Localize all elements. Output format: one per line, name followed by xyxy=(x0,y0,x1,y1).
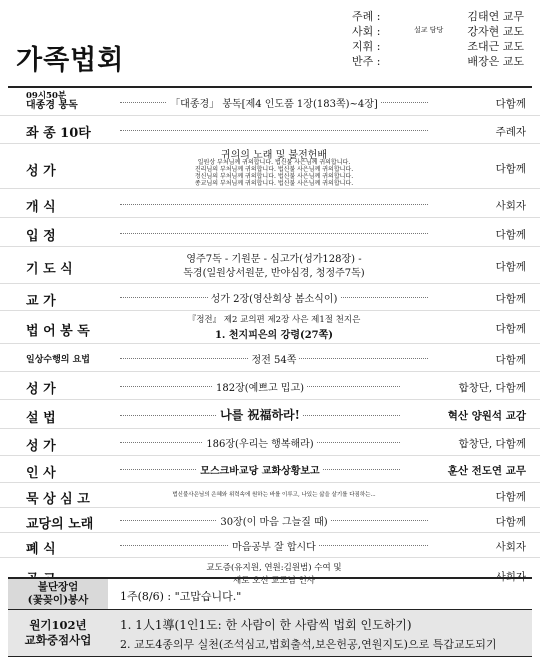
row-right: 다함께 xyxy=(495,293,526,305)
staff-name: 배장은 교도 xyxy=(467,55,524,68)
row-center-2: 1. 천지피은의 강령(27쪽) xyxy=(214,330,334,341)
program-row xyxy=(0,456,540,483)
row-center xyxy=(120,290,428,305)
refuge-line: 정신님의 부처님께 귀의합니다. 법신불 사은님께 귀의합니다. xyxy=(194,173,354,180)
row-label: 개 식 xyxy=(26,200,56,215)
dotted-leader xyxy=(120,130,428,131)
row-label: 입 정 xyxy=(26,229,56,244)
program-row xyxy=(0,311,540,344)
staff-list xyxy=(352,8,532,68)
row-right: 혁산 양원석 교감 xyxy=(447,410,526,422)
program-row xyxy=(0,116,540,144)
staff-name: 김태연 교무 xyxy=(467,10,524,23)
row-right: 다함께 xyxy=(495,491,526,503)
row-label: 폐 식 xyxy=(26,542,56,557)
refuge-line: 일원상 부처님께 귀의합니다. 법신불 사은님께 귀의합니다. xyxy=(197,159,351,166)
program-row xyxy=(0,144,540,189)
dotted-leader xyxy=(120,204,428,205)
row-center xyxy=(120,538,428,553)
staff-role: 반주 : xyxy=(352,55,381,68)
refuge-line: 진리님의 부처님께 귀의합니다. 법신불 사은님께 귀의합니다. xyxy=(194,166,354,173)
program-list xyxy=(0,88,540,591)
row-right: 주례자 xyxy=(495,126,526,138)
row-label: 성 가 xyxy=(26,439,56,454)
row-right: 사회자 xyxy=(495,541,526,553)
footer-table xyxy=(8,577,532,657)
row-center-text: 모스크바교당 교화상황보고 xyxy=(197,466,322,477)
row-time: 09시50분 xyxy=(26,91,67,101)
row-center-text: 「대종경」 봉독[제4 인도품 1장(183쪽)~4장] xyxy=(167,99,381,110)
staff-role: 지휘 : xyxy=(352,40,381,53)
staff-sub: 설교 담당 xyxy=(414,26,444,34)
row-right: 사회자 xyxy=(495,571,526,583)
footer-text: 1주(8/6) : "고맙습니다." xyxy=(120,590,242,603)
program-row xyxy=(0,483,540,508)
row-label: 교 가 xyxy=(26,294,56,309)
staff-name: 조대근 교도 xyxy=(467,40,524,53)
footer-row-mission xyxy=(8,609,532,657)
footer-text-2: 2. 교도4종의무 실천(조석심고,법회출석,보은헌공,연원지도)으로 특갑교도되기 xyxy=(120,638,497,651)
refuge-line: 종교님의 부처님께 귀의합니다. 법신불 사은님께 귀의합니다. xyxy=(194,180,354,187)
staff-row xyxy=(352,23,532,38)
program-row xyxy=(0,508,540,533)
row-center xyxy=(120,95,428,110)
row-right: 합창단, 다함께 xyxy=(458,438,526,450)
row-center: 영주7독 - 기원문 - 심고가(성가128장) - xyxy=(186,254,362,265)
row-right: 합창단, 다함께 xyxy=(458,382,526,394)
row-right: 다함께 xyxy=(495,516,526,528)
refuge-text xyxy=(120,159,428,187)
footer-label: 불단장엄 (꽃꽂이)봉사 xyxy=(8,579,108,611)
row-label: 기 도 식 xyxy=(26,262,73,277)
row-label: 교당의 노래 xyxy=(26,517,94,532)
row-center-text: 186장(우리는 행복해라) xyxy=(203,439,316,450)
staff-row xyxy=(352,38,532,53)
row-label: 좌 종 10타 xyxy=(26,126,91,141)
row-right: 사회자 xyxy=(495,200,526,212)
row-right: 다함께 xyxy=(495,163,526,175)
row-right: 다함께 xyxy=(495,354,526,366)
staff-name: 강자현 교도 xyxy=(467,25,524,38)
program-row xyxy=(0,189,540,218)
footer-row-flower xyxy=(8,577,532,609)
row-center xyxy=(120,379,400,394)
row-center xyxy=(120,435,400,450)
row-center-2: 독경(일원상서원문, 반야심경, 청정주7독) xyxy=(183,268,365,279)
row-right: 다함께 xyxy=(495,229,526,241)
row-center-text: 마음공부 잘 합시다 xyxy=(229,542,319,553)
row-center: 교도증(유지원, 연원:김원범) 수여 및 xyxy=(206,563,342,573)
row-center-text: 성가 2장(영산회상 봄소식이) xyxy=(208,294,341,305)
program-row xyxy=(0,372,540,400)
row-center-text: 정전 54쪽 xyxy=(249,355,300,366)
program-row xyxy=(0,344,540,372)
row-center: 법신불사은님의 은혜와 위력속에 원하는 바를 이루고, 나있는 삶을 살기를 다짐하는... xyxy=(172,492,376,498)
staff-role: 주례 : xyxy=(352,10,381,23)
staff-role: 사회 : xyxy=(352,25,381,38)
row-label xyxy=(26,91,78,111)
footer-text: 1. 1人1導(1인1도: 한 사람이 한 사람씩 법회 인도하기) xyxy=(120,618,412,632)
row-center-text: 182장(예쁘고 밉고) xyxy=(213,383,307,394)
program-row xyxy=(0,400,540,429)
row-center xyxy=(120,406,400,423)
staff-row xyxy=(352,53,532,68)
row-right: 다함께 xyxy=(495,261,526,273)
row-label: 법 어 봉 독 xyxy=(26,324,90,339)
footer-label: 원기102년 교화중점사업 xyxy=(24,618,92,647)
row-center xyxy=(120,351,428,366)
dotted-leader xyxy=(120,233,428,234)
row-center xyxy=(120,513,428,528)
row-label: 성 가 xyxy=(26,382,56,397)
row-label-text: 대종경 봉독 xyxy=(26,100,78,111)
program-row xyxy=(0,218,540,247)
row-right: 다함께 xyxy=(495,323,526,335)
row-right: 훈산 전도연 교무 xyxy=(447,465,526,477)
row-label: 일상수행의 요법 xyxy=(26,355,90,365)
row-label: 인 사 xyxy=(26,466,56,481)
row-center-text: 30장(이 마음 그늘질 때) xyxy=(217,517,330,528)
program-row xyxy=(0,88,540,116)
row-center: 『정전』 제2 교의편 제2장 사은 제1절 천지은 xyxy=(187,315,361,325)
program-row xyxy=(0,533,540,558)
staff-row xyxy=(352,8,532,23)
row-center-text: 귀의의 노래 및 불전헌배 xyxy=(218,150,330,161)
row-center xyxy=(120,462,400,477)
page-title: 가족법회 xyxy=(16,45,125,76)
program-row xyxy=(0,247,540,284)
program-row xyxy=(0,429,540,456)
program-row xyxy=(0,284,540,311)
row-label: 성 가 xyxy=(26,164,56,179)
row-label: 묵 상 심 고 xyxy=(26,492,90,507)
row-center-2: 새로 오신 교도님 인사 xyxy=(232,576,315,586)
row-label: 설 법 xyxy=(26,411,56,426)
row-right: 다함께 xyxy=(495,98,526,110)
row-center-text: 나를 祝福하라! xyxy=(217,408,303,422)
